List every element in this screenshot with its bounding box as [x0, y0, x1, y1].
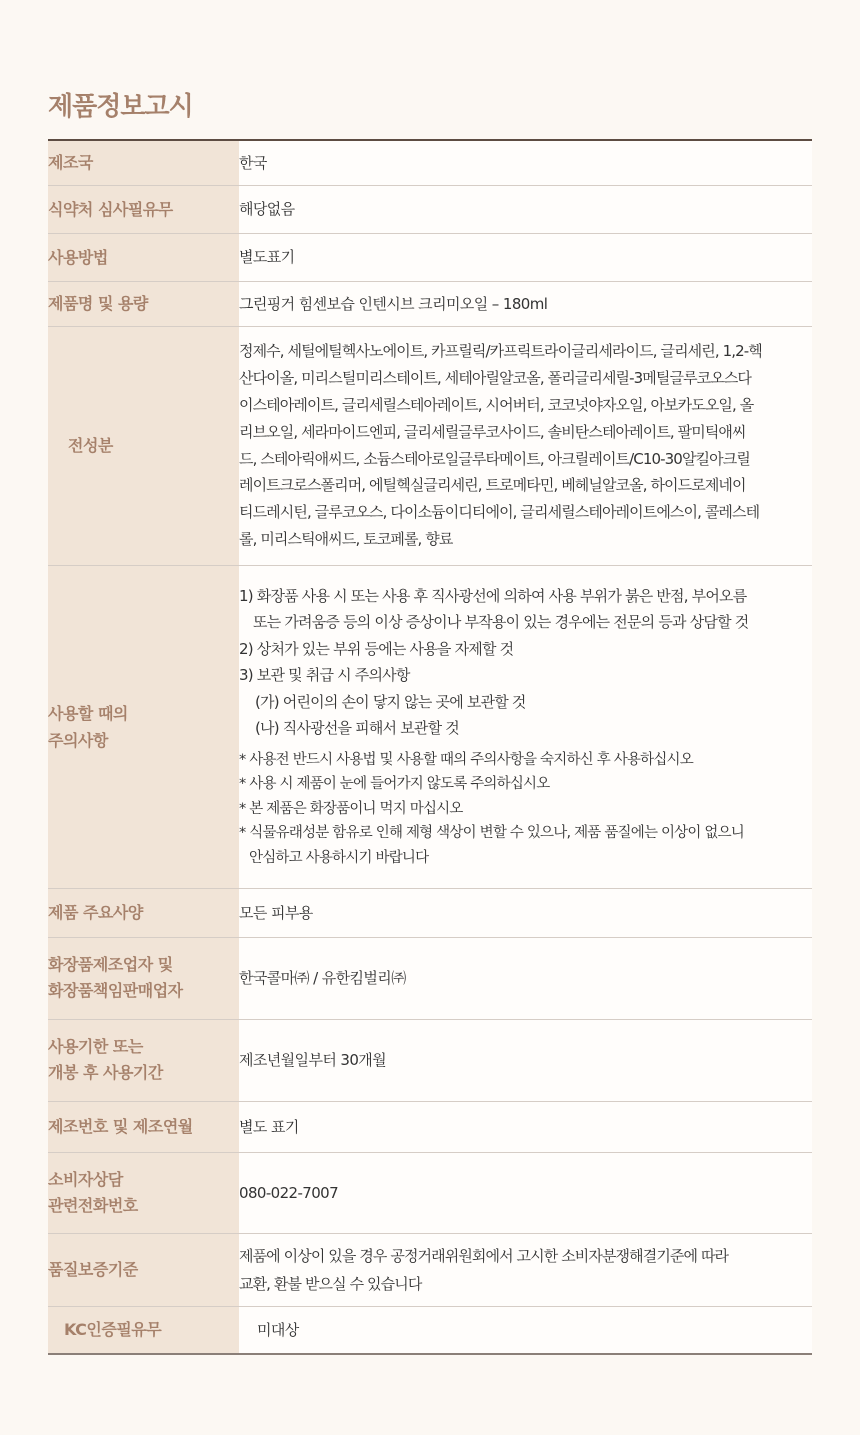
row-label: 사용기한 또는 개봉 후 사용기간: [48, 1019, 239, 1101]
row-label: 제품명 및 용량: [48, 281, 239, 326]
row-label: 품질보증기준: [48, 1233, 239, 1306]
row-value: 모든 피부용: [239, 888, 812, 937]
row-precautions: [48, 565, 812, 888]
row-label: 화장품제조업자 및 화장품책임판매업자: [48, 937, 239, 1019]
row-product-name: [48, 281, 812, 326]
row-value: 한국: [239, 140, 812, 185]
row-lot-number: [48, 1101, 812, 1152]
row-value: 미대상: [239, 1306, 812, 1354]
row-value: 제품에 이상이 있을 경우 공정거래위원회에서 고시한 소비자분쟁해결기준에 따라 교환, 환불 받으실 수 있습니다: [239, 1233, 812, 1306]
row-kc-certification: [48, 1306, 812, 1354]
row-ingredients: [48, 326, 812, 565]
row-main-spec: [48, 888, 812, 937]
row-expiry: [48, 1019, 812, 1101]
row-value: 해당없음: [239, 185, 812, 233]
row-value: 080-022-7007: [239, 1152, 812, 1233]
product-info-table: [48, 139, 812, 1355]
row-value: 정제수, 세틸에틸헥사노에이트, 카프릴릭/카프릭트라이글리세라이드, 글리세린, 1,2-헥 산다이올, 미리스틸미리스테이트, 세테아릴알코올, 폴리글리세릴-3메틸글루코오스다 이스테아레이트, 글리세릴스테아레이트, 시어버터, 코코넛야자오일, 아보카도오일, 올 리브오일, 세라마이드엔피, 글리세릴글루코사이드, 솔비탄스테아레이트, 팔미틱애씨 드, 스테아릭애씨드, 소듐스테아로일글루타메이트, 아크릴레이트/C10-30알킬아크릴 레이트크로스폴리머, 에틸헥실글리세린, 트로메타민, 베헤닐알코올, 하이드로제네이 티드레시틴, 글루코오스, 다이소듐이디티에이, 글리세릴스테아레이트에스이, 콜레스테 롤, 미리스틱애씨드, 토코페롤, 향료: [239, 326, 812, 565]
row-value: 1) 화장품 사용 시 또는 사용 후 직사광선에 의하여 사용 부위가 붉은 반점, 부어오름 또는 가려움증 등의 이상 증상이나 부작용이 있는 경우에는 전문의 등과 상담할 것 2) 상처가 있는 부위 등에는 사용을 자제할 것 3) 보관 및 취급 시 주의사항 (가) 어린이의 손이 닿지 않는 곳에 보관할 것 (나) 직사광선을 피해서 보관할 것 * 사용전 반드시 사용법 및 사용할 때의 주의사항을 숙지하신 후 사용하십시오 * 사용 시 제품이 눈에 들어가지 않도록 주의하십시오 * 본 제품은 화장품이니 먹지 마십시오 * 식물유래성분 함유로 인해 제형 색상이 변할 수 있으나, 제품 품질에는 이상이 없으니 안심하고 사용하시기 바랍니다: [239, 565, 812, 888]
row-country: [48, 140, 812, 185]
row-label: 사용할 때의 주의사항: [48, 565, 239, 888]
row-mfds-review: [48, 185, 812, 233]
page-title: 제품정보고시: [48, 92, 193, 122]
row-label: 소비자상담 관련전화번호: [48, 1152, 239, 1233]
row-value: 그린핑거 힘센보습 인텐시브 크리미오일 – 180ml: [239, 281, 812, 326]
row-value: 한국콜마㈜ / 유한킴벌리㈜: [239, 937, 812, 1019]
row-usage: [48, 233, 812, 281]
row-quality-assurance: [48, 1233, 812, 1306]
row-value: 별도표기: [239, 233, 812, 281]
row-value: 제조년월일부터 30개월: [239, 1019, 812, 1101]
row-label: 제조번호 및 제조연월: [48, 1101, 239, 1152]
row-manufacturer: [48, 937, 812, 1019]
row-label: 식약처 심사필유무: [48, 185, 239, 233]
row-value: 별도 표기: [239, 1101, 812, 1152]
row-label: 전성분: [48, 326, 239, 565]
row-label: 사용방법: [48, 233, 239, 281]
row-consumer-phone: [48, 1152, 812, 1233]
row-label: KC인증필유무: [48, 1306, 239, 1354]
row-label: 제조국: [48, 140, 239, 185]
row-label: 제품 주요사양: [48, 888, 239, 937]
